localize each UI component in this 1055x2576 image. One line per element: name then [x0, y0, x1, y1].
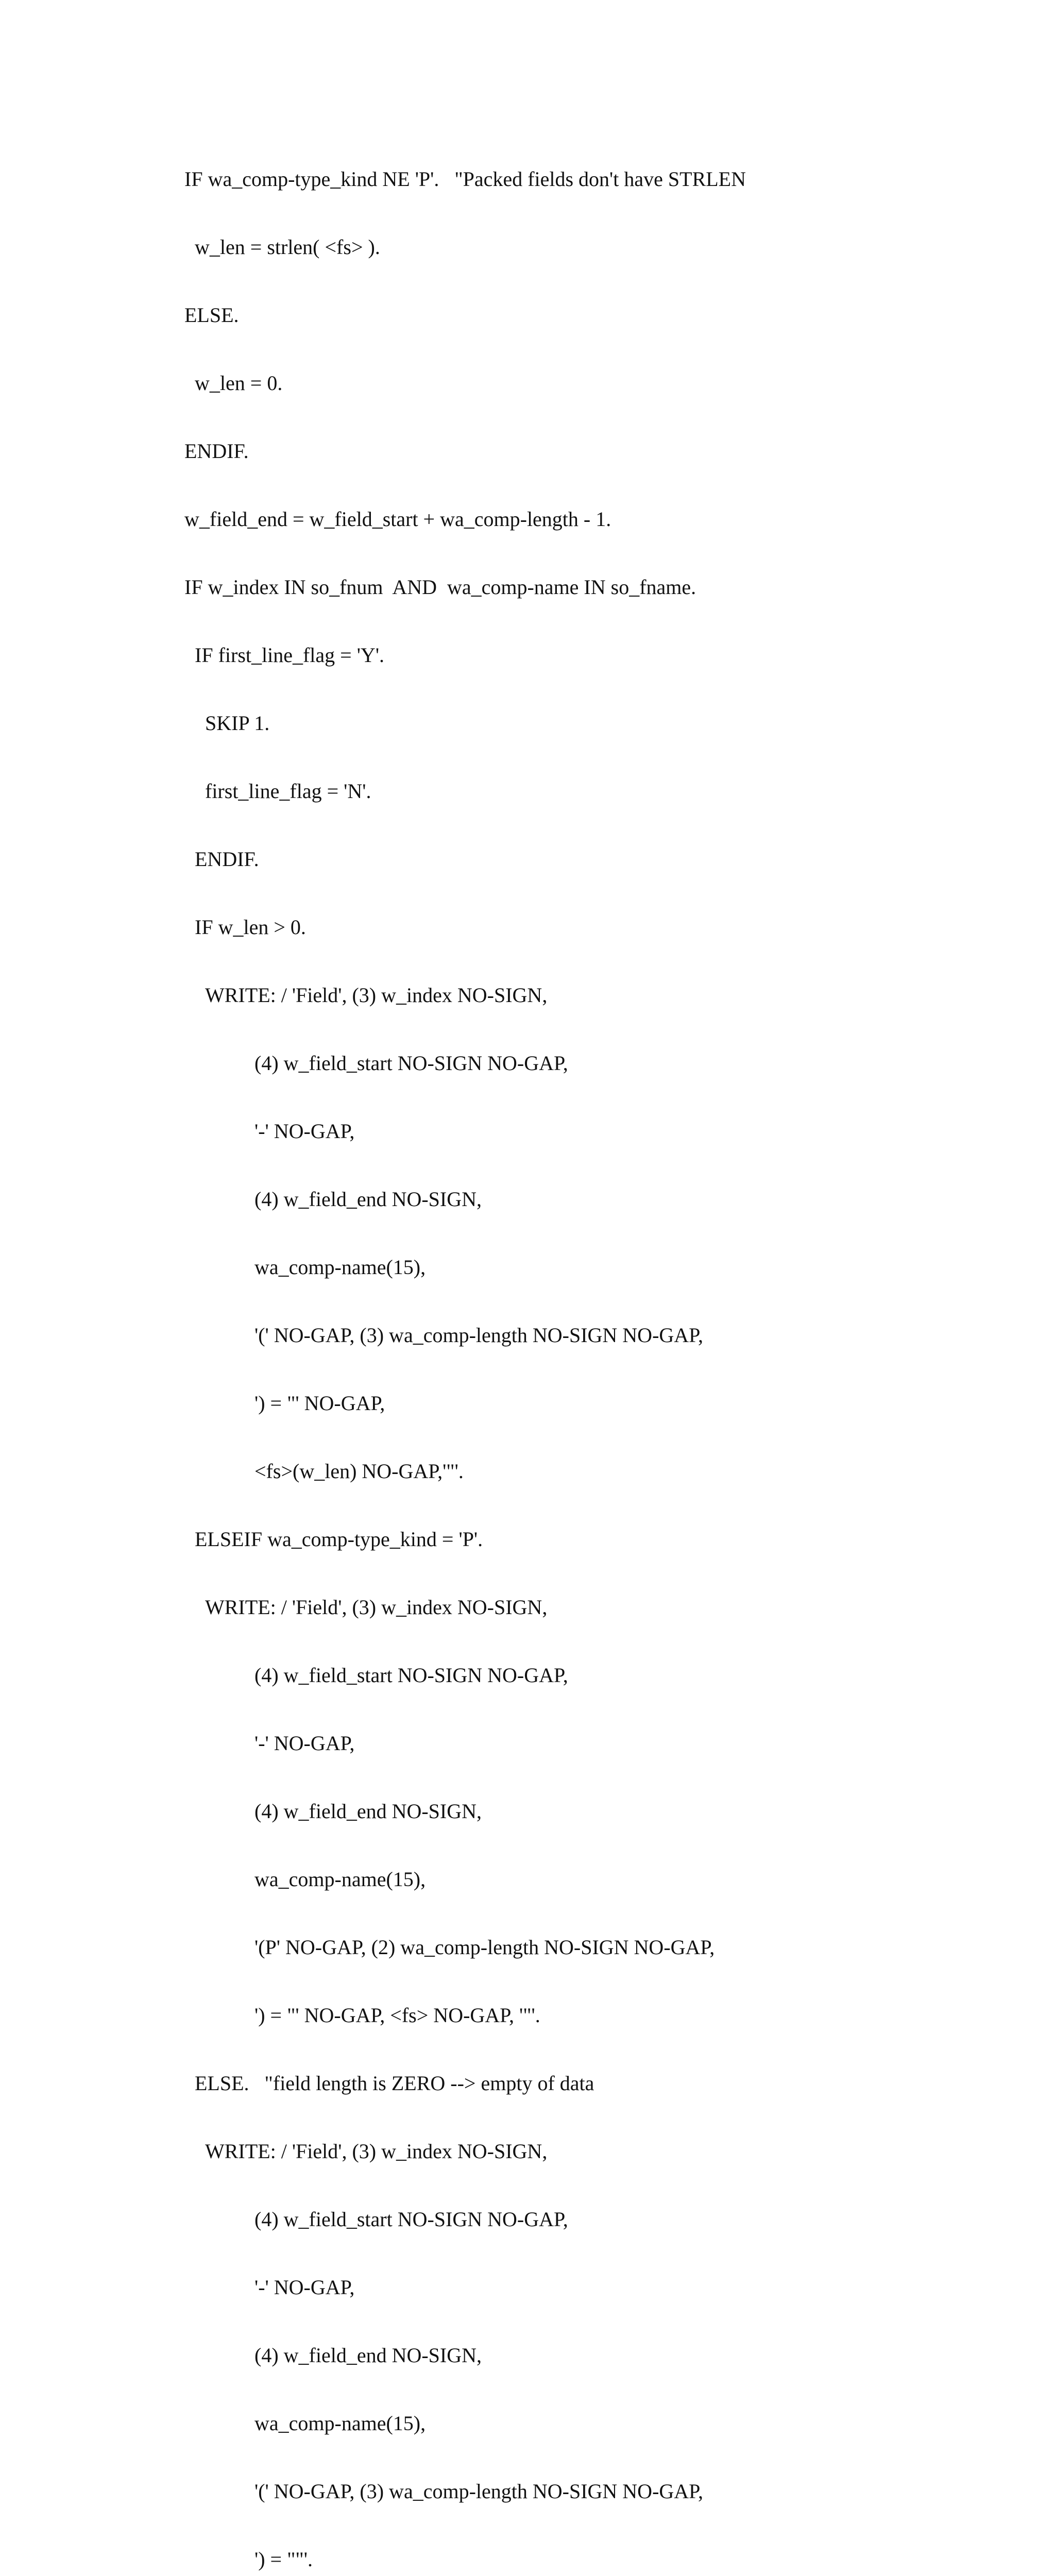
code-line: wa_comp-name(15), — [254, 1868, 426, 1891]
code-line: (4) w_field_start NO-SIGN NO-GAP, — [254, 2208, 568, 2231]
code-line: <fs>(w_len) NO-GAP,'"'. — [254, 1460, 464, 1483]
code-line: ELSEIF wa_comp-type_kind = 'P'. — [195, 1528, 483, 1551]
code-line: SKIP 1. — [205, 711, 270, 735]
code-line: w_field_end = w_field_start + wa_comp-length - 1. — [184, 507, 611, 531]
code-line: (4) w_field_start NO-SIGN NO-GAP, — [254, 1052, 568, 1075]
code-line: WRITE: / 'Field', (3) w_index NO-SIGN, — [205, 2140, 548, 2163]
code-line: ELSE. — [184, 303, 239, 327]
code-line: w_len = 0. — [195, 371, 283, 395]
code-line: IF w_len > 0. — [195, 916, 306, 939]
code-line: ') = "' NO-GAP, — [254, 1392, 385, 1415]
code-line: WRITE: / 'Field', (3) w_index NO-SIGN, — [205, 1596, 548, 1619]
code-line: IF w_index IN so_fnum AND wa_comp-name IN so_fname. — [184, 575, 696, 599]
code-line: wa_comp-name(15), — [254, 1256, 426, 1279]
code-line: ') = ""'. — [254, 2548, 313, 2571]
code-line: wa_comp-name(15), — [254, 2412, 426, 2435]
code-line: '-' NO-GAP, — [254, 1120, 355, 1143]
code-line: IF first_line_flag = 'Y'. — [195, 643, 385, 667]
code-line: '(' NO-GAP, (3) wa_comp-length NO-SIGN NO-GAP, — [254, 2480, 703, 2503]
code-line: '(' NO-GAP, (3) wa_comp-length NO-SIGN NO-GAP, — [254, 1324, 703, 1347]
code-line: ') = "' NO-GAP, <fs> NO-GAP, '"'. — [254, 2004, 540, 2027]
code-line: (4) w_field_end NO-SIGN, — [254, 1800, 482, 1823]
code-line: w_len = strlen( <fs> ). — [195, 235, 380, 259]
code-line: ELSE. "field length is ZERO --> empty of data — [195, 2072, 594, 2095]
code-line: WRITE: / 'Field', (3) w_index NO-SIGN, — [205, 984, 548, 1007]
code-line: first_line_flag = 'N'. — [205, 779, 371, 803]
code-line: ENDIF. — [184, 439, 249, 463]
code-line: '-' NO-GAP, — [254, 2276, 355, 2299]
code-listing — [154, 123, 1029, 2576]
code-line: IF wa_comp-type_kind NE 'P'. "Packed fields don't have STRLEN — [184, 167, 746, 191]
code-line: (4) w_field_end NO-SIGN, — [254, 1188, 482, 1211]
code-line: '-' NO-GAP, — [254, 1732, 355, 1755]
code-line: ENDIF. — [195, 848, 259, 871]
code-line: (4) w_field_start NO-SIGN NO-GAP, — [254, 1664, 568, 1687]
code-line: '(P' NO-GAP, (2) wa_comp-length NO-SIGN NO-GAP, — [254, 1936, 715, 1959]
code-line: (4) w_field_end NO-SIGN, — [254, 2344, 482, 2367]
